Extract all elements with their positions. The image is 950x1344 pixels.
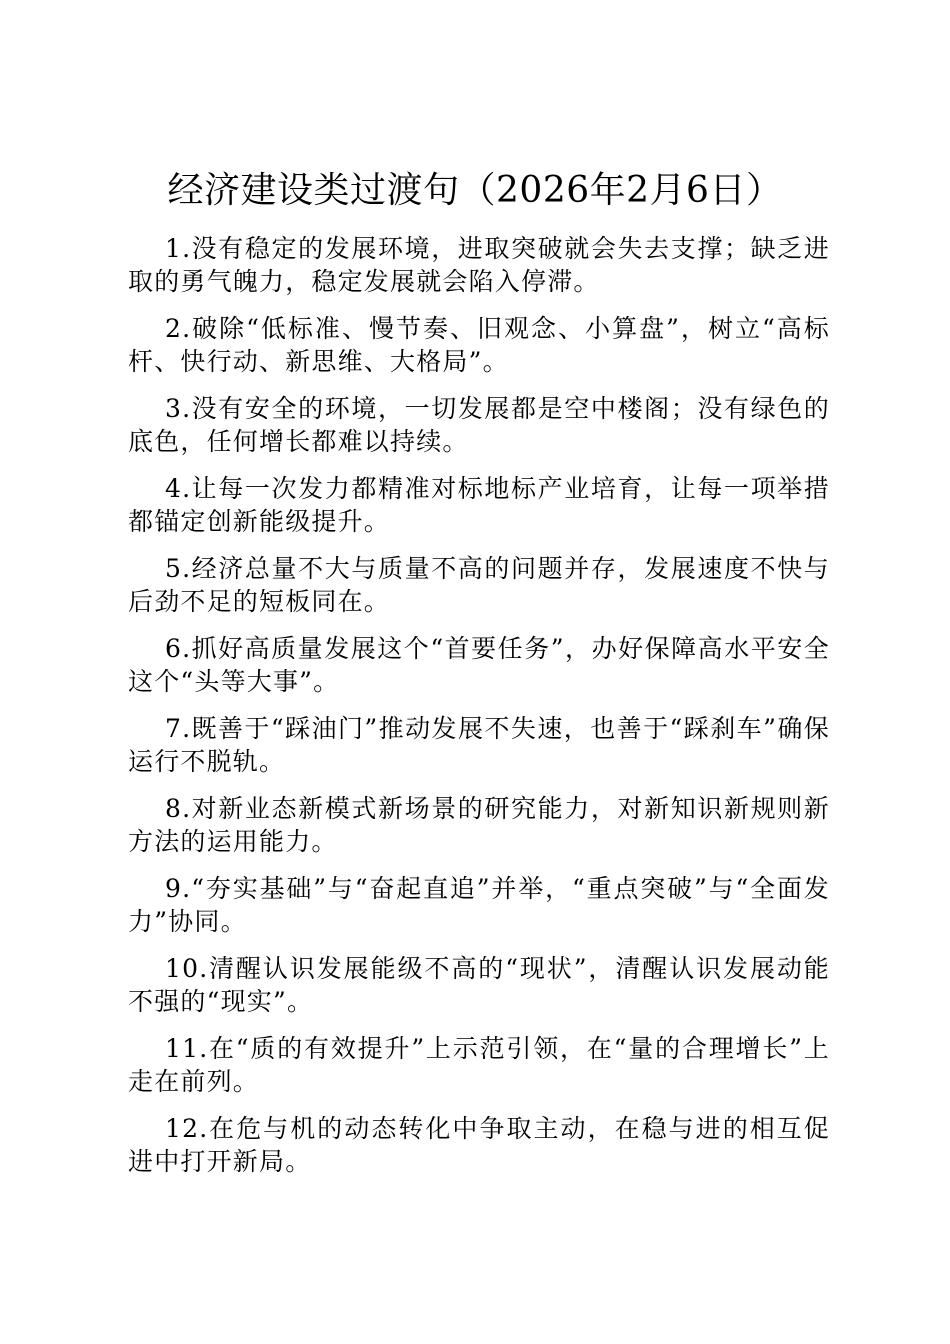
paragraph-7: 7.既善于“踩油门”推动发展不失速，也善于“踩刹车”确保运行不脱轨。 xyxy=(128,714,830,776)
paragraph-2: 2.破除“低标准、慢节奏、旧观念、小算盘”，树立“高标杆、快行动、新思维、大格局”。 xyxy=(128,314,830,376)
paragraph-10: 10.清醒认识发展能级不高的“现状”，清醒认识发展动能不强的“现实”。 xyxy=(128,954,830,1016)
paragraph-3: 3.没有安全的环境，一切发展都是空中楼阁；没有绿色的底色，任何增长都难以持续。 xyxy=(128,394,830,456)
paragraph-8: 8.对新业态新模式新场景的研究能力，对新知识新规则新方法的运用能力。 xyxy=(128,794,830,856)
paragraph-11: 11.在“质的有效提升”上示范引领，在“量的合理增长”上走在前列。 xyxy=(128,1034,830,1096)
paragraph-9: 9.“夯实基础”与“奋起直追”并举，“重点突破”与“全面发力”协同。 xyxy=(128,874,830,936)
paragraph-12: 12.在危与机的动态转化中争取主动，在稳与进的相互促进中打开新局。 xyxy=(128,1114,830,1176)
document-title: 经济建设类过渡句（2026年2月6日） xyxy=(167,170,783,211)
paragraph-6: 6.抓好高质量发展这个“首要任务”，办好保障高水平安全这个“头等大事”。 xyxy=(128,634,830,696)
paragraph-4: 4.让每一次发力都精准对标地标产业培育，让每一项举措都锚定创新能级提升。 xyxy=(128,474,830,536)
paragraph-5: 5.经济总量不大与质量不高的问题并存，发展速度不快与后劲不足的短板同在。 xyxy=(128,554,830,616)
document-body xyxy=(128,232,830,1192)
paragraph-1: 1.没有稳定的发展环境，进取突破就会失去支撑；缺乏进取的勇气魄力，稳定发展就会陷入停滞。 xyxy=(128,234,830,296)
